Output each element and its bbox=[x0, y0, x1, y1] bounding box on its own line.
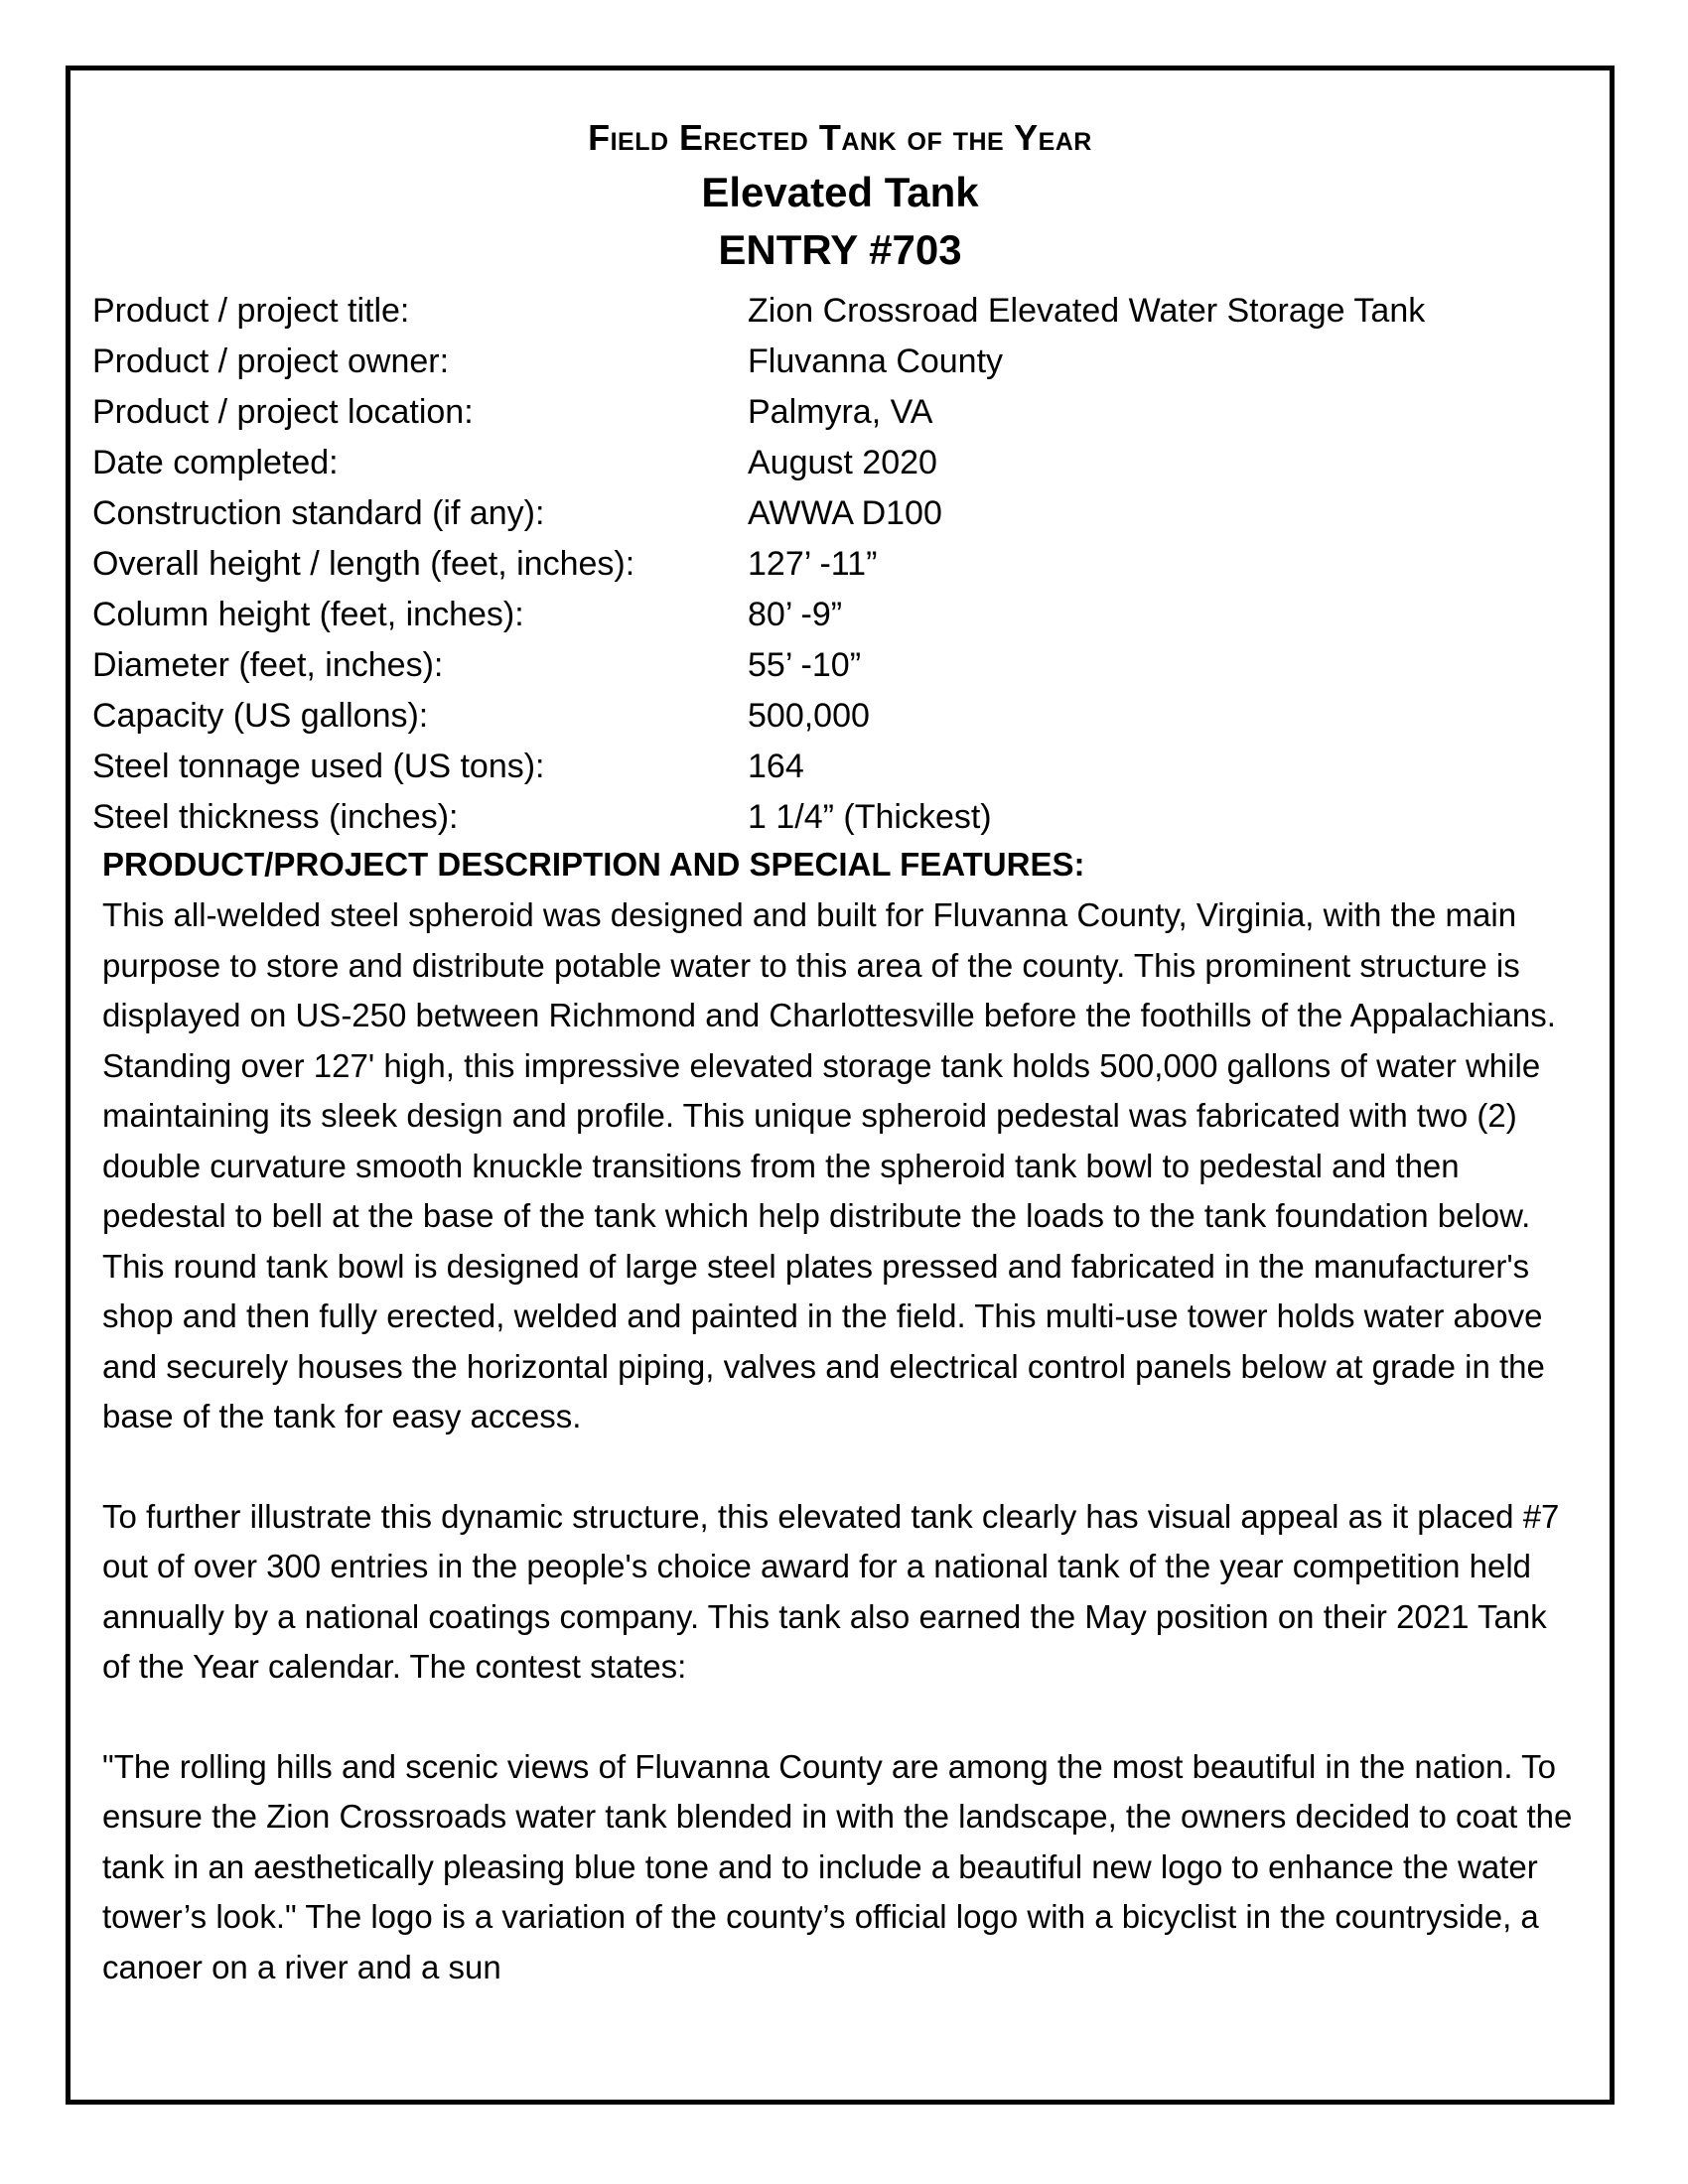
spec-label: Diameter (feet, inches): bbox=[92, 646, 444, 684]
spec-label: Date completed: bbox=[92, 444, 339, 481]
spec-table bbox=[92, 286, 1582, 843]
spec-row-title bbox=[92, 286, 1582, 337]
spec-row-location bbox=[92, 387, 1582, 438]
spec-label: Construction standard (if any): bbox=[92, 494, 545, 532]
description-paragraph: To further illustrate this dynamic structure, this elevated tank clearly has visual appeal as it placed #7 out of over 300 entries in the people's choice award for a national tank of the year competition held annually by a national coatings company. This tank also earned the May position on their 2021 Tank of the Year calendar. The contest states: bbox=[102, 1497, 1560, 1685]
spec-label: Capacity (US gallons): bbox=[92, 697, 429, 735]
spec-label: Product / project owner: bbox=[92, 342, 450, 380]
spec-label: Column height (feet, inches): bbox=[92, 596, 524, 633]
description-paragraph: "The rolling hills and scenic views of Fluvanna County are among the most beautiful in the nation. To ensure the Zion Crossroads water tank blended in with the landscape, the owners decided to coat the tank in an aesthetically pleasing blue tone and to include a beautiful new logo to enhance the water tower’s look." The logo is a variation of the county’s official logo with a bicyclist in the countryside, a canoer on a river and a sun bbox=[102, 1747, 1573, 1985]
spec-label: Product / project title: bbox=[92, 292, 410, 330]
spec-value: 1 1/4” (Thickest) bbox=[748, 798, 992, 836]
spec-value: August 2020 bbox=[748, 444, 937, 481]
spec-row-tonnage bbox=[92, 742, 1582, 792]
spec-label: Steel thickness (inches): bbox=[92, 798, 459, 836]
spec-row-overall-height bbox=[92, 539, 1582, 590]
spec-label: Product / project location: bbox=[92, 393, 474, 431]
spec-row-owner bbox=[92, 337, 1582, 387]
spec-row-diameter bbox=[92, 640, 1582, 691]
spec-label: Overall height / length (feet, inches): bbox=[92, 545, 635, 583]
spec-value: 500,000 bbox=[748, 697, 870, 735]
award-title: Field Erected Tank of the Year bbox=[588, 117, 1092, 158]
spec-value: Zion Crossroad Elevated Water Storage Tank bbox=[748, 292, 1426, 330]
spec-value: 164 bbox=[748, 748, 804, 785]
spec-value: Fluvanna County bbox=[748, 342, 1004, 380]
section-heading: PRODUCT/PROJECT DESCRIPTION AND SPECIAL FEATURES: bbox=[102, 846, 1085, 883]
spec-value: AWWA D100 bbox=[748, 494, 942, 532]
spec-label: Steel tonnage used (US tons): bbox=[92, 748, 545, 785]
description-body bbox=[102, 890, 1582, 2042]
description-paragraph: This all-welded steel spheroid was designed and built for Fluvanna County, Virginia, with the main purpose to store and distribute potable water to this area of the county. This prominent structure is displayed on US-250 between Richmond and Charlottesville before the foothills of the Appalachians. Standing over 127' high, this impressive elevated storage tank holds 500,000 gallons of water while maintaining its sleek design and profile. This unique spheroid pedestal was fabricated with two (2) double curvature smooth knuckle transitions from the spheroid tank bowl to pedestal and then pedestal to bell at the base of the tank which help distribute the loads to the tank foundation below. This round tank bowl is designed of large steel plates pressed and fabricated in the manufacturer's shop and then fully erected, welded and painted in the field. This multi-use tower holds water above and securely houses the horizontal piping, valves and electrical control panels below at grade in the base of the tank for easy access. bbox=[102, 896, 1556, 1434]
spec-value: Palmyra, VA bbox=[748, 393, 933, 431]
spec-row-capacity bbox=[92, 691, 1582, 742]
spec-row-standard bbox=[92, 488, 1582, 539]
spec-row-date bbox=[92, 438, 1582, 488]
entry-number: ENTRY #703 bbox=[718, 226, 962, 273]
page-frame bbox=[66, 66, 1615, 2105]
spec-row-column-height bbox=[92, 590, 1582, 640]
spec-value: 80’ -9” bbox=[748, 596, 843, 633]
spec-row-thickness bbox=[92, 792, 1582, 843]
spec-value: 127’ -11” bbox=[748, 545, 878, 583]
spec-value: 55’ -10” bbox=[748, 646, 862, 684]
category-title: Elevated Tank bbox=[701, 169, 979, 215]
